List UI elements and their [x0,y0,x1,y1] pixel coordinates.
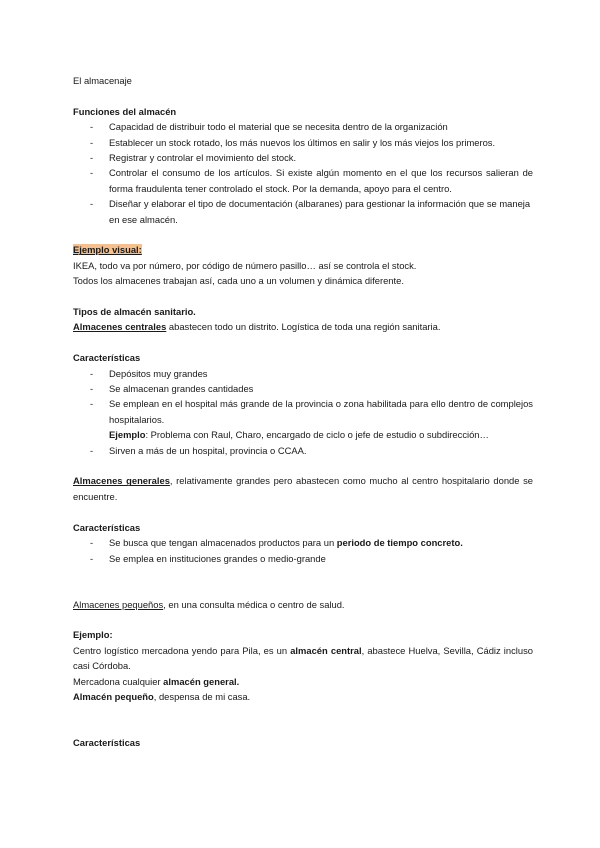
ejemplo-line [73,674,533,689]
ejemplo-visual-line: IKEA, todo va por número, por código de número pasillo… así se controla el stock. [73,259,417,271]
centrales-term: Almacenes centrales [73,321,167,333]
caracteristicas-heading: Características [73,352,141,364]
list-item: - Establecer un stock rotado, los más nuevos los últimos en salir y los más viejos los primeros. [73,135,533,150]
caracteristicas-heading: Características [73,737,141,749]
caracteristicas-list-2 [73,535,533,566]
funciones-heading: Funciones del almacén [73,105,177,117]
ejemplo-visual-line: Todos los almacenes trabajan así, cada uno a un volumen y dinámica diferente. [73,275,404,287]
list-item: - Depósitos muy grandes [73,366,533,381]
centrales-paragraph [73,319,533,334]
list-item: - Sirven a más de un hospital, provincia o CCAA. [73,443,533,458]
ejemplo-text: Mercadona cualquier [73,675,164,687]
ejemplo-text: Centro logístico mercadona yendo para Pila, es un [73,644,291,656]
pequenos-term: Almacenes pequeños [73,598,164,610]
list-item: - Controlar el consumo de los artículos. Si existe algún momento en el que los recursos salieran de forma fraudulenta tener controlado el stock. Por la demanda, apoyo para el centro. [73,165,533,196]
caracteristicas-list [73,366,533,428]
ejemplo-visual-heading: Ejemplo visual: [73,244,142,256]
ejemplo-emphasis: almacén central [290,644,362,656]
document-title: El almacenaje [73,75,132,86]
ejemplo-text: , abastece Huelva, Sevilla, Cádiz incluso casi Córdoba. [73,644,533,672]
tipos-heading: Tipos de almacén sanitario. [73,306,196,318]
document-page [73,73,533,751]
ejemplo-text: , despensa de mi casa. [153,691,251,703]
generales-desc: , relativamente grandes pero abastecen como mucho al centro hospitalario donde se encuentre. [73,475,533,502]
list-item: - Se emplean en el hospital más grande de la provincia o zona habilitada para ello dentro de complejos hospitalarios. [73,396,533,427]
list-item: - Se almacenan grandes cantidades [73,381,533,396]
item-text: Se busca que tengan almacenados productos para un [109,537,337,549]
ejemplo-line [73,643,533,674]
list-item: - Capacidad de distribuir todo el material que se necesita dentro de la organización [73,119,533,134]
caracteristicas-list-cont [73,443,533,458]
ejemplo-line [73,689,533,704]
example-line [73,427,533,442]
ejemplo-heading: Ejemplo: [73,629,113,641]
funciones-list [73,119,533,227]
list-item [73,535,533,550]
list-item: - Diseñar y elaborar el tipo de documentación (albaranes) para gestionar la información que se maneja en ese almacén. [73,196,533,227]
generales-paragraph [73,473,533,504]
generales-term: Almacenes generales [73,475,170,487]
example-text: : Problema con Raul, Charo, encargado de ciclo o jefe de estudio o subdirección… [145,429,489,441]
list-item: - Registrar y controlar el movimiento del stock. [73,150,533,165]
caracteristicas-heading: Características [73,521,141,533]
example-label: Ejemplo [109,429,146,441]
item-emphasis: periodo de tiempo concreto. [336,537,463,549]
pequenos-paragraph [73,597,533,612]
ejemplo-emphasis: almacén general. [163,675,240,687]
centrales-desc: abastecen todo un distrito. Logística de toda una región sanitaria. [166,321,441,333]
pequenos-desc: , en una consulta médica o centro de salud. [163,598,345,610]
ejemplo-emphasis: Almacén pequeño [73,691,154,703]
list-item: - Se emplea en instituciones grandes o medio-grande [73,551,533,566]
